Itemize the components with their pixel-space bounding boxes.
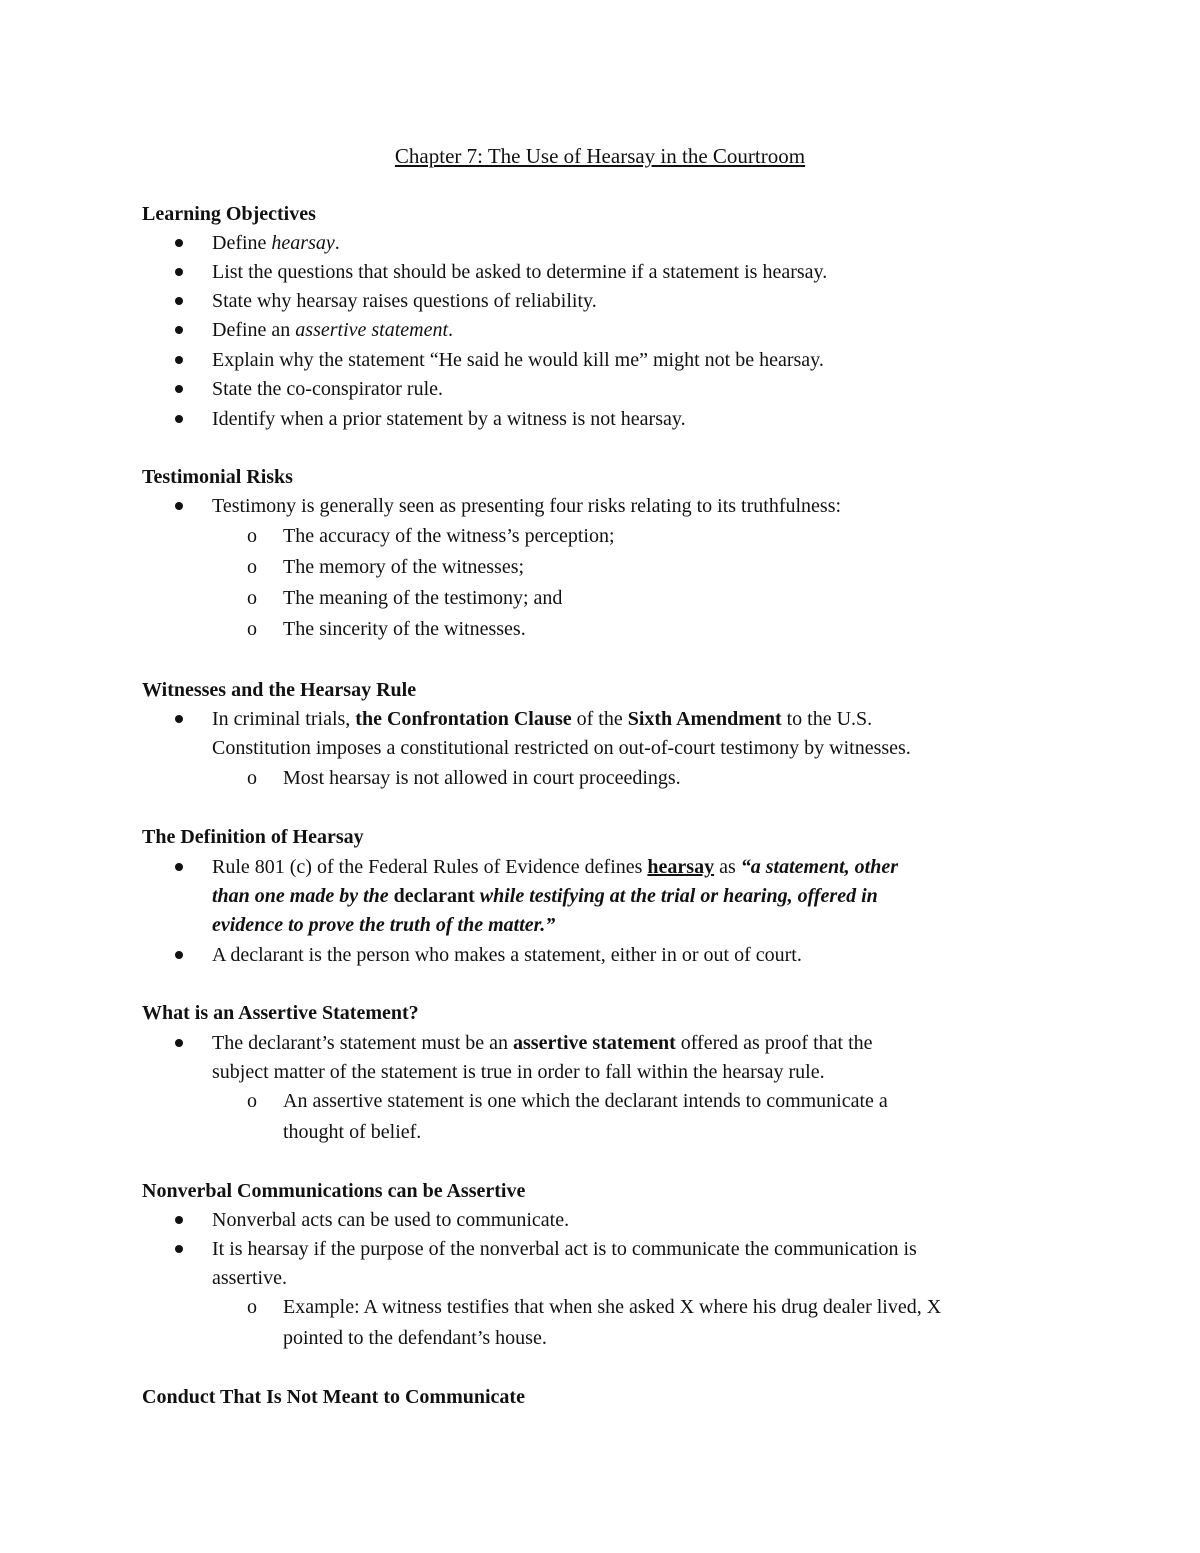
list-item: Define hearsay. [212, 229, 340, 257]
section-heading-assertive: What is an Assertive Statement? [142, 1002, 419, 1024]
sub-list-item: o An assertive statement is one which the declarant intends to communicate a [283, 1087, 888, 1115]
section-heading-testimonial-risks: Testimonial Risks [142, 466, 293, 488]
list-item: Nonverbal acts can be used to communicate. [212, 1206, 569, 1234]
sub-list-item: o The meaning of the testimony; and [283, 584, 562, 612]
list-item: The declarant’s statement must be an assertive statement offered as proof that the [212, 1029, 873, 1057]
list-item-continuation: subject matter of the statement is true in order to fall within the hearsay rule. [212, 1061, 825, 1083]
page-title: Chapter 7: The Use of Hearsay in the Courtroom [394, 144, 806, 168]
sub-list-item: o Most hearsay is not allowed in court proceedings. [283, 764, 681, 792]
list-item: Explain why the statement “He said he would kill me” might not be hearsay. [212, 346, 824, 374]
list-item: List the questions that should be asked to determine if a statement is hearsay. [212, 258, 827, 286]
list-item: Rule 801 (c) of the Federal Rules of Evidence defines hearsay as “a statement, other [212, 853, 898, 881]
list-item: A declarant is the person who makes a statement, either in or out of court. [212, 941, 802, 969]
list-item-continuation: evidence to prove the truth of the matter.” [212, 914, 556, 936]
list-item: Testimony is generally seen as presenting four risks relating to its truthfulness: [212, 492, 841, 520]
list-item: In criminal trials, the Confrontation Clause of the Sixth Amendment to the U.S. [212, 705, 872, 733]
section-heading-nonverbal: Nonverbal Communications can be Assertive [142, 1180, 526, 1202]
list-item: State why hearsay raises questions of reliability. [212, 287, 597, 315]
sub-list-item-continuation: thought of belief. [283, 1121, 422, 1143]
list-item: It is hearsay if the purpose of the nonverbal act is to communicate the communication is [212, 1235, 917, 1263]
list-item: Identify when a prior statement by a witness is not hearsay. [212, 405, 686, 433]
sub-list-item: o The sincerity of the witnesses. [283, 615, 526, 643]
section-heading-witnesses: Witnesses and the Hearsay Rule [142, 679, 417, 701]
list-item: Define an assertive statement. [212, 316, 453, 344]
sub-list-item: o The memory of the witnesses; [283, 553, 524, 581]
sub-list-item-continuation: pointed to the defendant’s house. [283, 1327, 547, 1349]
list-item-continuation: than one made by the declarant while testifying at the trial or hearing, offered in [212, 885, 878, 907]
list-item: State the co-conspirator rule. [212, 375, 443, 403]
section-heading-conduct: Conduct That Is Not Meant to Communicate [142, 1386, 525, 1408]
list-item-continuation: Constitution imposes a constitutional restricted on out-of-court testimony by witnesses. [212, 737, 911, 759]
sub-list-item: o The accuracy of the witness’s perception; [283, 522, 615, 550]
section-heading-definition: The Definition of Hearsay [142, 826, 364, 848]
section-heading-learning-objectives: Learning Objectives [142, 203, 316, 225]
sub-list-item: o Example: A witness testifies that when she asked X where his drug dealer lived, X [283, 1293, 941, 1321]
list-item-continuation: assertive. [212, 1267, 287, 1289]
